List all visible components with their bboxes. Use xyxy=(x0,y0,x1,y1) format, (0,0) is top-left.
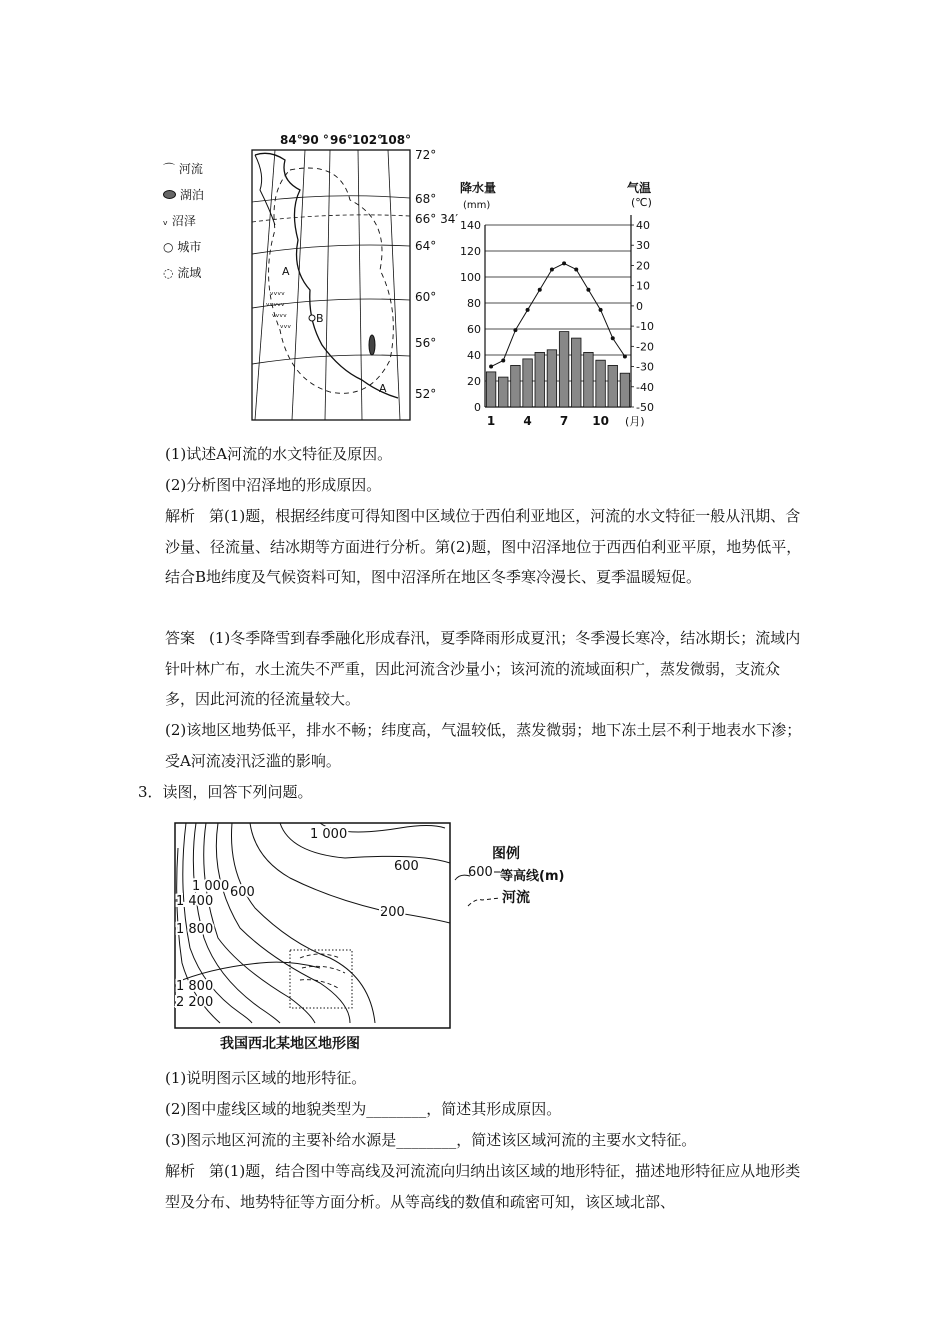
legend-river-label: 河流 xyxy=(502,890,530,906)
precipitation-bar xyxy=(620,373,629,407)
river-legend-icon xyxy=(468,898,500,906)
temperature-point xyxy=(562,261,566,265)
x-tick-label: 4 xyxy=(523,414,532,428)
lon-label-108: 108° xyxy=(380,133,412,147)
precipitation-bar xyxy=(523,359,532,407)
river-a-path xyxy=(255,153,398,398)
precipitation-bar xyxy=(596,360,605,407)
legend-contour: 等高线(m) xyxy=(500,869,565,884)
point-label-b: B xyxy=(316,312,324,325)
contour-label-1000-left: 1 000 xyxy=(192,879,230,894)
q2-sub1: (1)试述A河流的水文特征及原因。 xyxy=(165,445,393,463)
precipitation-bar xyxy=(486,372,495,407)
precipitation-bar xyxy=(572,338,581,407)
contour-label-1400: 1 400 xyxy=(176,894,214,909)
right-tick-label: -30 xyxy=(636,360,654,374)
river-legend-icon: ⌒ xyxy=(163,162,176,176)
q2-answer-tag: 答案 xyxy=(165,629,196,647)
meridian-line xyxy=(325,150,330,420)
contour-line xyxy=(280,823,450,863)
lat-label-66: 66° 34′ xyxy=(415,212,459,226)
river-path xyxy=(300,954,345,988)
lat-label-64: 64° xyxy=(415,239,437,253)
contour-map xyxy=(170,818,565,1058)
right-tick-label: 10 xyxy=(636,279,650,293)
q3-analysis-text: 第(1)题，结合图中等高线及河流流向归纳出该区域的地形特征，描述地形特征应从地形类型及分布、地势特征等方面分析。从等高线的数值和疏密可知，该区域北部、 xyxy=(165,1162,801,1211)
temperature-point xyxy=(574,267,578,271)
right-tick-label: 20 xyxy=(636,259,650,273)
right-tick-label: -10 xyxy=(636,320,654,334)
q2-sub2: (2)分析图中沼泽地的形成原因。 xyxy=(165,476,382,494)
right-tick-label: -40 xyxy=(636,380,654,394)
precipitation-bar xyxy=(608,365,617,407)
q2-answer1-text: (1)冬季降雪到春季融化形成春汛，夏季降雨形成夏汛；冬季漫长寒冷，结冰期长；流域内针叶林广布，水土流失不严重，因此河流含沙量小；该河流的流域面积广，蒸发微弱，支流众多，因此河流的径流量较大。 xyxy=(165,629,801,708)
left-tick-label: 40 xyxy=(467,349,481,362)
contour-line xyxy=(250,823,450,923)
contour-line xyxy=(204,823,315,1023)
precipitation-bar xyxy=(511,365,520,407)
q2-answer2: (2)该地区地势低平，排水不畅；纬度高，气温较低，蒸发微弱；地下冻土层不利于地表水下渗；受A河流凌汛泛滥的影响。 xyxy=(165,721,802,770)
svg-text:ᵥᵥᵥᵥᵥ: ᵥᵥᵥᵥᵥ xyxy=(266,299,285,309)
left-tick-label: 0 xyxy=(474,401,481,414)
temperature-point xyxy=(550,267,554,271)
parallel-line xyxy=(252,245,410,254)
precipitation-bar xyxy=(559,332,568,407)
lat-label-56: 56° xyxy=(415,336,437,350)
x-axis-unit: (月) xyxy=(625,415,645,428)
lake-baikal xyxy=(369,335,375,355)
q3-title: 3．读图，回答下列问题。 xyxy=(138,783,313,801)
lon-label-96: 96° xyxy=(330,133,353,147)
right-tick-label: -50 xyxy=(636,401,654,414)
meridian-line xyxy=(388,150,400,420)
q2-answer1 xyxy=(165,623,805,715)
right-tick-label: -20 xyxy=(636,340,654,354)
legend-city: 城市 xyxy=(177,240,202,254)
q3-sub2: (2)图中虚线区域的地貌类型为________，简述其形成原因。 xyxy=(165,1100,562,1118)
temperature-point xyxy=(489,365,493,369)
legend-river: 河流 xyxy=(178,162,203,176)
left-tick-label: 100 xyxy=(460,271,481,284)
left-axis-title: 降水量 xyxy=(460,181,497,195)
lon-label-102: 102° xyxy=(352,133,384,147)
contour-label-2200: 2 200 xyxy=(176,995,214,1010)
temperature-point xyxy=(611,336,615,340)
q3-sub3: (3)图示地区河流的主要补给水源是________，简述该区域河流的主要水文特征。 xyxy=(165,1131,697,1149)
lon-label-90: 90 ° xyxy=(302,133,329,147)
lon-label-84: 84° xyxy=(280,133,303,147)
meridian-line xyxy=(292,150,305,420)
temperature-point xyxy=(513,328,517,332)
temperature-line xyxy=(491,263,625,366)
right-tick-label: 40 xyxy=(636,219,650,232)
city-legend-icon: ○ xyxy=(163,240,174,254)
right-tick-label: 30 xyxy=(636,239,650,253)
lat-label-52: 52° xyxy=(415,387,437,401)
contour-legend xyxy=(455,845,564,906)
lake-legend-icon xyxy=(163,190,176,199)
left-tick-label: 80 xyxy=(467,297,481,310)
basin-legend-icon: ◌ xyxy=(163,266,174,280)
contour-lines xyxy=(175,823,450,1023)
dashed-landform-area xyxy=(290,950,352,1008)
precipitation-bar xyxy=(499,377,508,407)
svg-text:ᵥᵥᵥᵥ: ᵥᵥᵥᵥ xyxy=(272,310,288,320)
point-label-a-north: A xyxy=(282,265,290,278)
contour-label-1800-bottom: 1 800 xyxy=(176,979,214,994)
left-tick-label: 20 xyxy=(467,375,481,388)
legend-title: 图例 xyxy=(492,846,520,862)
q3-analysis xyxy=(165,1156,805,1217)
precipitation-bar xyxy=(584,352,593,407)
swamp-area xyxy=(266,288,292,331)
x-tick-label: 10 xyxy=(592,414,609,428)
point-label-a-south: A xyxy=(379,382,387,395)
right-tick-label: 0 xyxy=(636,299,643,313)
contour-label-600-left: 600 xyxy=(230,885,255,900)
left-axis-unit: (mm) xyxy=(463,200,491,211)
contour-label-1000-top: 1 000 xyxy=(310,827,348,842)
meridian-line xyxy=(255,150,275,420)
q3-analysis-tag: 解析 xyxy=(165,1162,196,1180)
q2-analysis-text: 第(1)题，根据经纬度可得知图中区域位于西伯利亚地区，河流的水文特征一般从汛期、含沙量、径流量、结冰期等方面进行分析。第(2)题，图中沼泽地位于西西伯利亚平原，地势低平，结合B地纬度及气候资料可知，图中沼泽所在地区冬季寒冷漫长、夏季温暖短促。 xyxy=(165,507,802,586)
contour-label-200: 200 xyxy=(380,905,405,920)
legend-lake: 湖泊 xyxy=(179,188,204,202)
right-axis-unit: (℃) xyxy=(631,196,652,209)
svg-text:ᵥᵥᵥᵥ: ᵥᵥᵥᵥ xyxy=(270,288,286,298)
contour-map-caption: 我国西北某地区地形图 xyxy=(220,1036,360,1052)
precipitation-bar xyxy=(535,352,544,407)
contour-line xyxy=(231,823,375,1023)
svg-text:ᵥᵥᵥ: ᵥᵥᵥ xyxy=(280,321,292,331)
city-b-marker xyxy=(309,315,315,321)
q2-analysis-tag: 解析 xyxy=(165,507,196,525)
legend-contour-value: 600 xyxy=(468,865,493,880)
temperature-point xyxy=(538,288,542,292)
right-axis-title: 气温 xyxy=(627,181,652,195)
temperature-point xyxy=(526,308,530,312)
temperature-point xyxy=(599,308,603,312)
x-tick-label: 1 xyxy=(486,414,496,428)
precipitation-bar xyxy=(547,350,556,407)
climate-chart xyxy=(455,178,670,430)
legend-basin: 流域 xyxy=(177,266,202,280)
lat-label-72: 72° xyxy=(415,148,437,162)
left-tick-label: 140 xyxy=(460,219,481,232)
q3-sub1: (1)说明图示区域的地形特征。 xyxy=(165,1069,367,1087)
arctic-circle xyxy=(252,215,410,222)
x-tick-label: 7 xyxy=(559,414,569,428)
siberia-map xyxy=(250,130,459,425)
legend-swamp: 沼泽 xyxy=(171,214,196,228)
swamp-legend-icon: ᵥ xyxy=(163,214,169,228)
temperature-point xyxy=(623,354,627,358)
contour-line xyxy=(216,823,350,1023)
lat-label-68: 68° xyxy=(415,192,437,206)
left-tick-label: 60 xyxy=(467,323,481,336)
contour-label-600-right: 600 xyxy=(394,859,419,874)
temperature-point xyxy=(501,358,505,362)
q2-analysis xyxy=(165,501,805,593)
lat-label-60: 60° xyxy=(415,290,437,304)
contour-label-1800-top: 1 800 xyxy=(176,922,214,937)
temperature-point xyxy=(586,288,590,292)
left-tick-label: 120 xyxy=(460,245,481,258)
